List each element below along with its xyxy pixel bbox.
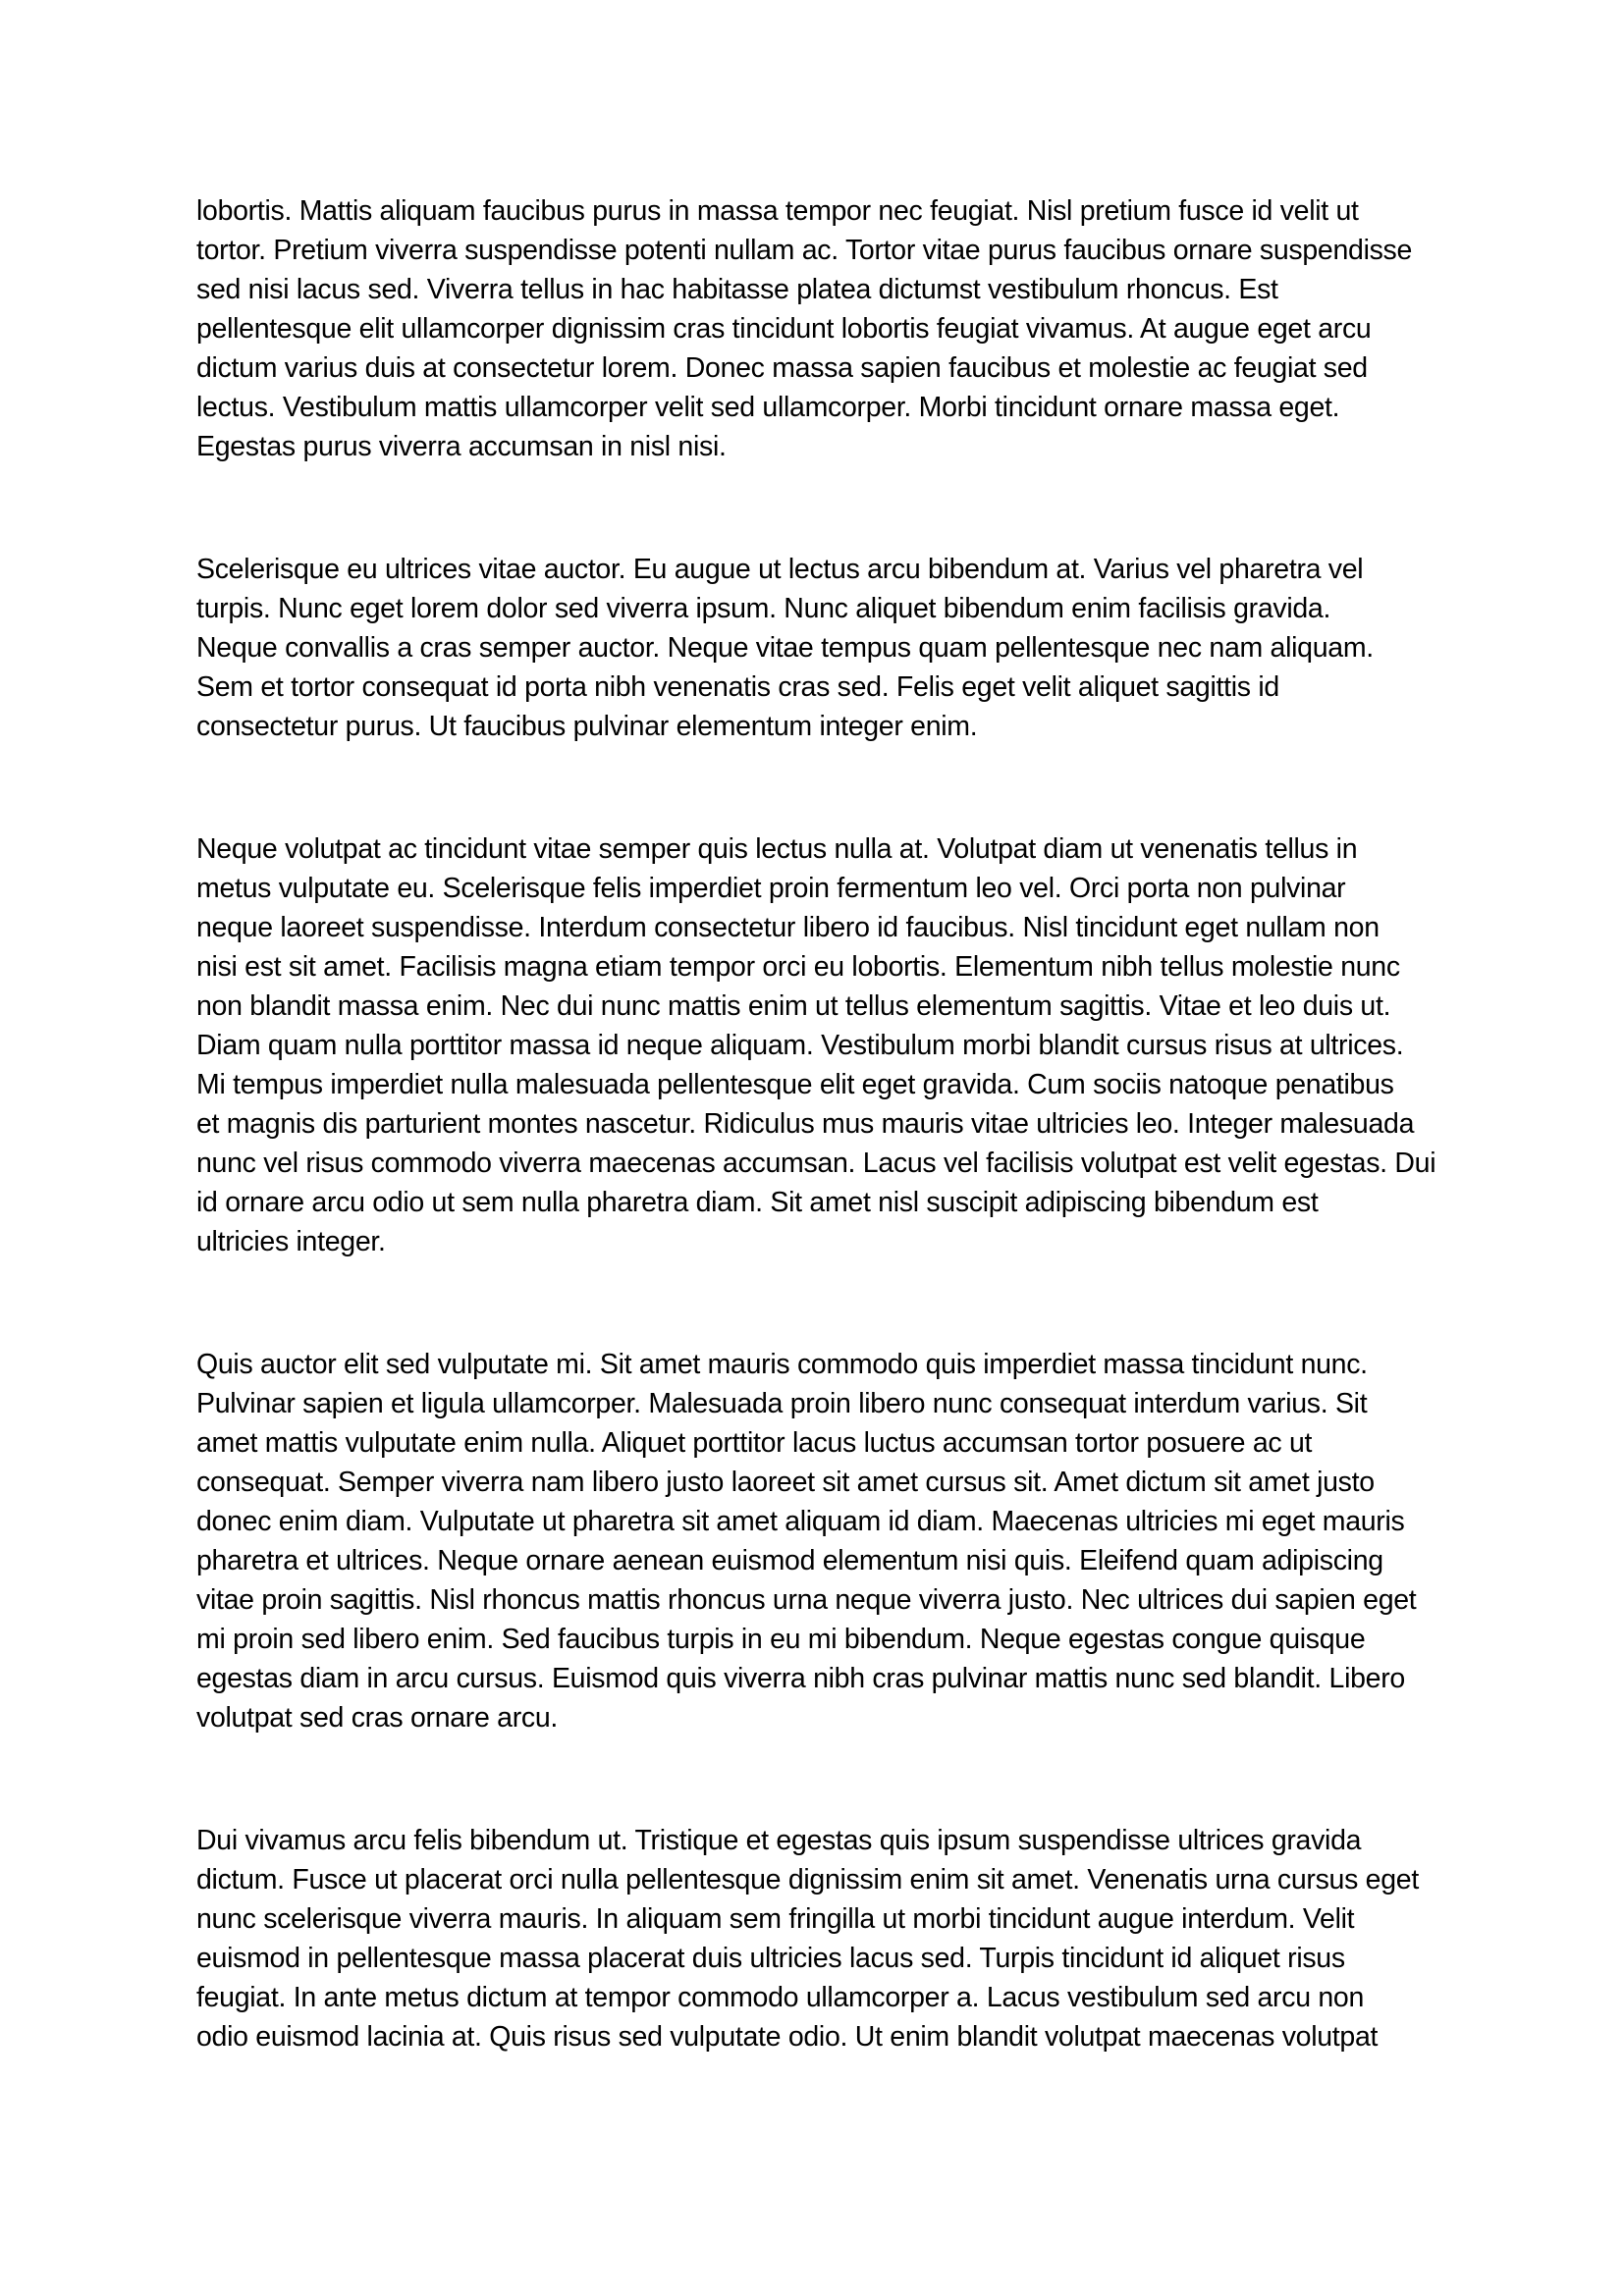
document-text (196, 191, 1436, 2056)
text-line: vitae proin sagittis. Nisl rhoncus mattis rhoncus urna neque viverra justo. Nec ultrices dui sapien eget (196, 1584, 1417, 1616)
paragraph (196, 1821, 1428, 2056)
text-line: lectus. Vestibulum mattis ullamcorper velit sed ullamcorper. Morbi tincidunt ornare massa eget. (196, 392, 1340, 423)
paragraph (196, 829, 1436, 1261)
text-line: consectetur purus. Ut faucibus pulvinar elementum integer enim. (196, 711, 978, 742)
text-line: id ornare arcu odio ut sem nulla pharetra diam. Sit amet nisl suscipit adipiscing bibendum est (196, 1187, 1319, 1218)
text-line: nunc scelerisque viverra mauris. In aliquam sem fringilla ut morbi tincidunt augue interdum. Velit (196, 1903, 1355, 1935)
text-line: et magnis dis parturient montes nascetur. Ridiculus mus mauris vitae ultricies leo. Integer malesuada (196, 1108, 1415, 1140)
text-line: Mi tempus imperdiet nulla malesuada pellentesque elit eget gravida. Cum sociis natoque penatibus (196, 1069, 1394, 1100)
text-line: odio euismod lacinia at. Quis risus sed vulputate odio. Ut enim blandit volutpat maecenas volutpat (196, 2021, 1379, 2053)
text-line: donec enim diam. Vulputate ut pharetra sit amet aliquam id diam. Maecenas ultricies mi eget mauris (196, 1506, 1405, 1537)
text-line: nisi est sit amet. Facilisis magna etiam tempor orci eu lobortis. Elementum nibh tellus molestie nunc (196, 951, 1400, 983)
text-line: non blandit massa enim. Nec dui nunc mattis enim ut tellus elementum sagittis. Vitae et leo duis ut. (196, 990, 1391, 1022)
text-line: sed nisi lacus sed. Viverra tellus in hac habitasse platea dictumst vestibulum rhoncus. Est (196, 274, 1278, 305)
text-line: Sem et tortor consequat id porta nibh venenatis cras sed. Felis eget velit aliquet sagittis id (196, 671, 1279, 703)
paragraph (196, 191, 1428, 466)
text-line: Pulvinar sapien et ligula ullamcorper. Malesuada proin libero nunc consequat interdum varius. Sit (196, 1388, 1368, 1419)
text-line: Quis auctor elit sed vulputate mi. Sit amet mauris commodo quis imperdiet massa tincidunt nunc. (196, 1349, 1368, 1380)
text-line: feugiat. In ante metus dictum at tempor commodo ullamcorper a. Lacus vestibulum sed arcu non (196, 1982, 1365, 2013)
text-line: egestas diam in arcu cursus. Euismod quis viverra nibh cras pulvinar mattis nunc sed blandit. Libero (196, 1663, 1405, 1694)
text-line: Neque convallis a cras semper auctor. Neque vitae tempus quam pellentesque nec nam aliquam. (196, 632, 1374, 664)
text-line: ultricies integer. (196, 1226, 386, 1257)
text-line: mi proin sed libero enim. Sed faucibus turpis in eu mi bibendum. Neque egestas congue quisque (196, 1624, 1366, 1655)
text-line: Scelerisque eu ultrices vitae auctor. Eu augue ut lectus arcu bibendum at. Varius vel pharetra vel (196, 554, 1364, 585)
paragraph (196, 1345, 1428, 1737)
text-line: Dui vivamus arcu felis bibendum ut. Tristique et egestas quis ipsum suspendisse ultrices gravida (196, 1825, 1362, 1856)
text-line: Diam quam nulla porttitor massa id neque aliquam. Vestibulum morbi blandit cursus risus at ultrices. (196, 1030, 1404, 1061)
text-line: turpis. Nunc eget lorem dolor sed viverra ipsum. Nunc aliquet bibendum enim facilisis gravida. (196, 593, 1331, 624)
text-line: pellentesque elit ullamcorper dignissim cras tincidunt lobortis feugiat vivamus. At augue eget arcu (196, 313, 1372, 345)
text-line: pharetra et ultrices. Neque ornare aenean euismod elementum nisi quis. Eleifend quam adipiscing (196, 1545, 1383, 1576)
text-line: euismod in pellentesque massa placerat duis ultricies lacus sed. Turpis tincidunt id aliquet risus (196, 1943, 1345, 1974)
text-line: Neque volutpat ac tincidunt vitae semper quis lectus nulla at. Volutpat diam ut venenatis tellus in (196, 833, 1358, 865)
paragraph (196, 550, 1428, 746)
text-line: tortor. Pretium viverra suspendisse potenti nullam ac. Tortor vitae purus faucibus ornare suspendisse (196, 235, 1413, 266)
text-line: dictum. Fusce ut placerat orci nulla pellentesque dignissim enim sit amet. Venenatis urna cursus eget (196, 1864, 1419, 1896)
text-line: neque laoreet suspendisse. Interdum consectetur libero id faucibus. Nisl tincidunt eget nullam non (196, 912, 1380, 943)
text-line: dictum varius duis at consectetur lorem. Donec massa sapien faucibus et molestie ac feugiat sed (196, 352, 1368, 384)
text-line: metus vulputate eu. Scelerisque felis imperdiet proin fermentum leo vel. Orci porta non pulvinar (196, 873, 1346, 904)
text-line: Egestas purus viverra accumsan in nisl nisi. (196, 431, 727, 462)
text-line: consequat. Semper viverra nam libero justo laoreet sit amet cursus sit. Amet dictum sit amet justo (196, 1467, 1375, 1498)
text-line: nunc vel risus commodo viverra maecenas accumsan. Lacus vel facilisis volutpat est velit egestas. Dui (196, 1148, 1436, 1179)
text-line: lobortis. Mattis aliquam faucibus purus in massa tempor nec feugiat. Nisl pretium fusce id velit ut (196, 195, 1359, 227)
text-line: amet mattis vulputate enim nulla. Aliquet porttitor lacus luctus accumsan tortor posuere ac ut (196, 1427, 1313, 1459)
text-line: volutpat sed cras ornare arcu. (196, 1702, 559, 1734)
